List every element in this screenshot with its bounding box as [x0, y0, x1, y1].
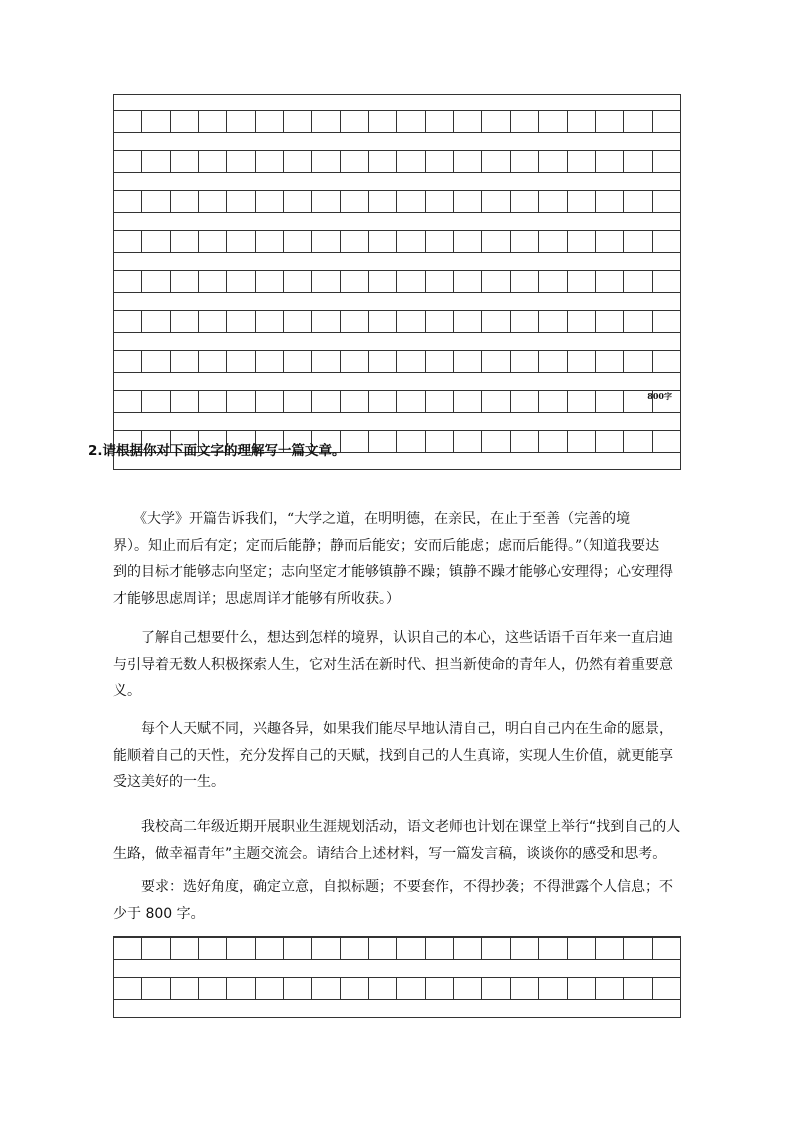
grid-cell[interactable]: [114, 231, 142, 252]
grid-cell[interactable]: [284, 151, 312, 172]
grid-cell[interactable]: [114, 111, 142, 132]
grid-row: [114, 390, 680, 413]
grid-cell[interactable]: [653, 351, 680, 372]
grid-cell[interactable]: [454, 431, 482, 452]
grid-cell[interactable]: [142, 978, 170, 999]
grid-cell[interactable]: [426, 311, 454, 332]
grid-cell[interactable]: [539, 978, 567, 999]
grid-cell[interactable]: [653, 231, 680, 252]
task-paragraph: [113, 814, 683, 867]
grid-cell[interactable]: [511, 391, 539, 412]
grid-cell[interactable]: [312, 231, 340, 252]
grid-cell[interactable]: [341, 271, 369, 292]
grid-cell[interactable]: [511, 431, 539, 452]
grid-cell[interactable]: [482, 191, 510, 212]
requirement-line: 少于 800 字。: [113, 905, 205, 922]
grid-row: [114, 270, 680, 293]
grid-cell[interactable]: [256, 938, 284, 959]
grid-cell[interactable]: [312, 351, 340, 372]
grid-row: [114, 230, 680, 253]
grid-cell[interactable]: [624, 391, 652, 412]
grid-cell[interactable]: [653, 191, 680, 212]
grid-cell[interactable]: [369, 191, 397, 212]
grid-cell[interactable]: [114, 978, 142, 999]
grid-cell[interactable]: [596, 351, 624, 372]
grid-cell[interactable]: [142, 351, 170, 372]
grid-cell[interactable]: [596, 311, 624, 332]
grid-row: [114, 310, 680, 333]
grid-cell[interactable]: [482, 431, 510, 452]
grid-cell[interactable]: [199, 111, 227, 132]
grid-cell[interactable]: [539, 151, 567, 172]
grid-cell[interactable]: [653, 311, 680, 332]
grid-cell[interactable]: [142, 231, 170, 252]
passage-line: 每个人天赋不同，兴趣各异，如果我们能尽早地认清自己，明白自己内在生命的愿景，: [141, 721, 673, 737]
passage-line: 了解自己想要什么，想达到怎样的境界，认识自己的本心，这些话语千百年来一直启迪: [141, 630, 673, 646]
grid-cell[interactable]: [539, 111, 567, 132]
grid-cell[interactable]: [568, 191, 596, 212]
grid-cell[interactable]: [369, 391, 397, 412]
grid-cell[interactable]: [454, 978, 482, 999]
grid-cell[interactable]: [369, 351, 397, 372]
grid-cell[interactable]: [256, 311, 284, 332]
grid-cell[interactable]: [596, 978, 624, 999]
grid-cell[interactable]: [397, 271, 425, 292]
grid-cell[interactable]: [568, 271, 596, 292]
grid-cell[interactable]: [539, 271, 567, 292]
grid-cell[interactable]: [369, 271, 397, 292]
grid-cell[interactable]: [171, 978, 199, 999]
grid-cell[interactable]: [227, 311, 255, 332]
passage-line: 受这美好的一生。: [113, 774, 225, 790]
grid-cell[interactable]: [511, 151, 539, 172]
grid-cell[interactable]: [539, 311, 567, 332]
grid-cell[interactable]: [256, 111, 284, 132]
grid-cell[interactable]: [539, 391, 567, 412]
grid-cell[interactable]: [284, 938, 312, 959]
grid-cell[interactable]: [227, 271, 255, 292]
grid-cell[interactable]: [426, 938, 454, 959]
grid-cell[interactable]: [369, 978, 397, 999]
grid-cell[interactable]: [426, 351, 454, 372]
grid-cell[interactable]: [568, 231, 596, 252]
passage-line: 界）。知止而后有定；定而后能静；静而后能安；安而后能虑；虑而后能得。”（知道我要达: [113, 537, 660, 554]
grid-cell[interactable]: [426, 431, 454, 452]
grid-cell[interactable]: [199, 271, 227, 292]
grid-cell[interactable]: [199, 978, 227, 999]
grid-cell[interactable]: [624, 938, 652, 959]
grid-cell[interactable]: [624, 311, 652, 332]
grid-cell[interactable]: [511, 231, 539, 252]
requirements-paragraph: [113, 874, 683, 927]
requirement-line: 要求：选好角度，确定立意，自拟标题；不要套作，不得抄袭；不得泄露个人信息；不: [141, 879, 673, 895]
grid-cell[interactable]: [454, 311, 482, 332]
grid-cell[interactable]: [596, 151, 624, 172]
passage-paragraph-1: [113, 506, 683, 612]
grid-cell[interactable]: [511, 351, 539, 372]
grid-cell[interactable]: [624, 231, 652, 252]
grid-cell[interactable]: [142, 311, 170, 332]
grid-cell[interactable]: [227, 978, 255, 999]
grid-cell[interactable]: [568, 391, 596, 412]
grid-cell[interactable]: [256, 151, 284, 172]
grid-cell[interactable]: [397, 978, 425, 999]
passage-line: 与引导着无数人积极探索人生，它对生活在新时代、担当新使命的青年人，仍然有着重要意: [113, 656, 673, 673]
grid-cell[interactable]: [369, 151, 397, 172]
passage-line: 到的目标才能够志向坚定；志向坚定才能够镇静不躁；镇静不躁才能够心安理得；心安理得: [113, 564, 673, 580]
grid-cell[interactable]: [199, 351, 227, 372]
grid-cell[interactable]: [511, 978, 539, 999]
grid-cell[interactable]: [114, 391, 142, 412]
grid-cell[interactable]: [397, 391, 425, 412]
grid-cell[interactable]: [426, 191, 454, 212]
grid-cell[interactable]: [397, 191, 425, 212]
grid-cell[interactable]: [227, 111, 255, 132]
grid-cell[interactable]: [653, 111, 680, 132]
passage-line: 才能够思虑周详；思虑周详才能够有所收获。）: [113, 590, 400, 607]
grid-cell[interactable]: [341, 978, 369, 999]
grid-cell[interactable]: [227, 191, 255, 212]
grid-cell[interactable]: [482, 978, 510, 999]
grid-cell[interactable]: [114, 938, 142, 959]
grid-cell[interactable]: [256, 351, 284, 372]
grid-cell[interactable]: [596, 231, 624, 252]
grid-cell[interactable]: [539, 938, 567, 959]
grid-cell[interactable]: [369, 431, 397, 452]
grid-cell[interactable]: [624, 978, 652, 999]
grid-cell[interactable]: [596, 391, 624, 412]
grid-cell[interactable]: [454, 111, 482, 132]
grid-cell[interactable]: [142, 391, 170, 412]
grid-cell[interactable]: [341, 111, 369, 132]
grid-cell[interactable]: [568, 311, 596, 332]
grid-cell[interactable]: [256, 978, 284, 999]
grid-cell[interactable]: [397, 351, 425, 372]
grid-cell[interactable]: [482, 271, 510, 292]
grid-cell[interactable]: [142, 191, 170, 212]
grid-cell[interactable]: [341, 311, 369, 332]
grid-cell[interactable]: [256, 231, 284, 252]
grid-cell[interactable]: [312, 391, 340, 412]
grid-cell[interactable]: [426, 111, 454, 132]
grid-cell[interactable]: [171, 191, 199, 212]
grid-row: [114, 350, 680, 373]
grid-cell[interactable]: [454, 151, 482, 172]
grid-cell[interactable]: [653, 151, 680, 172]
grid-cell[interactable]: [454, 191, 482, 212]
grid-cell[interactable]: [256, 391, 284, 412]
grid-row: [114, 190, 680, 213]
grid-cell[interactable]: [624, 111, 652, 132]
grid-cell[interactable]: [426, 231, 454, 252]
grid-cell[interactable]: [171, 938, 199, 959]
grid-cell[interactable]: [568, 151, 596, 172]
grid-cell[interactable]: [596, 271, 624, 292]
grid-cell[interactable]: [284, 391, 312, 412]
grid-cell[interactable]: [284, 271, 312, 292]
grid-cell[interactable]: [171, 311, 199, 332]
grid-cell[interactable]: [256, 191, 284, 212]
grid-cell[interactable]: [171, 391, 199, 412]
grid-cell[interactable]: [426, 978, 454, 999]
composition-grid-bottom: [113, 936, 681, 1018]
grid-cell[interactable]: [568, 111, 596, 132]
question-prompt: 请根据你对下面文字的理解写一篇文章。: [102, 443, 346, 459]
grid-cell[interactable]: [341, 151, 369, 172]
grid-cell[interactable]: [482, 111, 510, 132]
grid-cell[interactable]: [227, 231, 255, 252]
grid-cell[interactable]: [482, 391, 510, 412]
grid-cell[interactable]: [171, 151, 199, 172]
grid-cell[interactable]: [568, 938, 596, 959]
passage-paragraph-3: [113, 716, 683, 796]
grid-cell[interactable]: [171, 111, 199, 132]
grid-cell[interactable]: [482, 231, 510, 252]
grid-cell[interactable]: [171, 351, 199, 372]
question-heading: [88, 441, 346, 461]
grid-cell[interactable]: [369, 231, 397, 252]
grid-cell[interactable]: [482, 311, 510, 332]
grid-cell[interactable]: [511, 191, 539, 212]
grid-cell[interactable]: [454, 391, 482, 412]
grid-cell[interactable]: [511, 111, 539, 132]
grid-cell[interactable]: [426, 151, 454, 172]
grid-cell[interactable]: [312, 111, 340, 132]
grid-cell[interactable]: [482, 351, 510, 372]
grid-cell[interactable]: [341, 191, 369, 212]
grid-cell[interactable]: [341, 351, 369, 372]
grid-cell[interactable]: [227, 938, 255, 959]
grid-cell[interactable]: [114, 311, 142, 332]
grid-cell[interactable]: [256, 271, 284, 292]
grid-cell[interactable]: [511, 271, 539, 292]
grid-cell[interactable]: [397, 938, 425, 959]
grid-cell[interactable]: [114, 271, 142, 292]
grid-cell[interactable]: [171, 231, 199, 252]
grid-cell[interactable]: [312, 978, 340, 999]
grid-cell[interactable]: [227, 151, 255, 172]
grid-cell[interactable]: [653, 391, 680, 412]
grid-cell[interactable]: [284, 351, 312, 372]
grid-cell[interactable]: [284, 311, 312, 332]
grid-cell[interactable]: [624, 351, 652, 372]
grid-cell[interactable]: [397, 431, 425, 452]
grid-cell[interactable]: [426, 271, 454, 292]
grid-cell[interactable]: [142, 938, 170, 959]
grid-cell[interactable]: [596, 191, 624, 212]
grid-cell[interactable]: [454, 231, 482, 252]
grid-cell[interactable]: [482, 151, 510, 172]
grid-cell[interactable]: [114, 191, 142, 212]
grid-cell[interactable]: [653, 271, 680, 292]
grid-cell[interactable]: [568, 978, 596, 999]
grid-cell[interactable]: [539, 351, 567, 372]
grid-cell[interactable]: [341, 391, 369, 412]
grid-cell[interactable]: [596, 938, 624, 959]
grid-cell[interactable]: [199, 311, 227, 332]
grid-cell[interactable]: [397, 111, 425, 132]
grid-cell[interactable]: [284, 191, 312, 212]
grid-cell[interactable]: [369, 938, 397, 959]
grid-cell[interactable]: [142, 271, 170, 292]
grid-cell[interactable]: [227, 351, 255, 372]
grid-cell[interactable]: [142, 111, 170, 132]
grid-cell[interactable]: [199, 151, 227, 172]
grid-cell[interactable]: [114, 351, 142, 372]
grid-cell[interactable]: [568, 431, 596, 452]
grid-cell[interactable]: [624, 151, 652, 172]
grid-cell[interactable]: [397, 151, 425, 172]
grid-cell[interactable]: [114, 151, 142, 172]
grid-cell[interactable]: [624, 271, 652, 292]
grid-cell[interactable]: [312, 311, 340, 332]
grid-cell[interactable]: [227, 391, 255, 412]
grid-cell[interactable]: [624, 431, 652, 452]
word-count-marker: 800字: [647, 391, 672, 401]
grid-cell[interactable]: [284, 111, 312, 132]
grid-cell[interactable]: [454, 271, 482, 292]
task-line: 我校高二年级近期开展职业生涯规划活动，语文老师也计划在课堂上举行“找到自己的人: [141, 819, 681, 835]
grid-cell[interactable]: [653, 938, 680, 959]
question-number: 2.: [88, 443, 103, 459]
grid-cell[interactable]: [653, 431, 680, 452]
grid-row: [114, 150, 680, 173]
grid-row: [114, 110, 680, 133]
grid-cell[interactable]: [624, 191, 652, 212]
grid-cell[interactable]: [568, 351, 596, 372]
grid-cell[interactable]: [199, 231, 227, 252]
grid-cell[interactable]: [596, 111, 624, 132]
grid-cell[interactable]: [199, 191, 227, 212]
passage-paragraph-2: [113, 625, 683, 705]
grid-row: [114, 977, 680, 1000]
grid-cell[interactable]: [369, 111, 397, 132]
task-line: 生路，做幸福青年”主题交流会。请结合上述材料，写一篇发言稿，谈谈你的感受和思考。: [113, 845, 667, 862]
passage-line: 《大学》开篇告诉我们，“大学之道，在明明德，在亲民，在止于至善（完善的境: [133, 511, 631, 527]
grid-cell[interactable]: [539, 231, 567, 252]
grid-cell[interactable]: [539, 191, 567, 212]
grid-cell[interactable]: [312, 191, 340, 212]
composition-grid-top: [113, 94, 681, 470]
grid-cell[interactable]: [596, 431, 624, 452]
passage-line: 义。: [113, 683, 141, 699]
grid-cell[interactable]: [171, 271, 199, 292]
grid-cell[interactable]: [539, 431, 567, 452]
grid-row: [114, 937, 680, 960]
grid-cell[interactable]: [341, 938, 369, 959]
grid-cell[interactable]: [511, 938, 539, 959]
grid-cell[interactable]: [312, 151, 340, 172]
grid-cell[interactable]: [284, 978, 312, 999]
grid-cell[interactable]: [199, 391, 227, 412]
grid-cell[interactable]: [426, 391, 454, 412]
grid-cell[interactable]: [397, 311, 425, 332]
grid-cell[interactable]: [341, 231, 369, 252]
grid-cell[interactable]: [397, 231, 425, 252]
grid-cell[interactable]: [454, 351, 482, 372]
grid-cell[interactable]: [653, 978, 680, 999]
grid-cell[interactable]: [482, 938, 510, 959]
grid-cell[interactable]: [312, 271, 340, 292]
grid-cell[interactable]: [511, 311, 539, 332]
grid-cell[interactable]: [454, 938, 482, 959]
grid-cell[interactable]: [142, 151, 170, 172]
passage-line: 能顺着自己的天性，充分发挥自己的天赋，找到自己的人生真谛，实现人生价值，就更能享: [113, 747, 673, 764]
grid-cell[interactable]: [284, 231, 312, 252]
grid-cell[interactable]: [199, 938, 227, 959]
grid-cell[interactable]: [312, 938, 340, 959]
grid-cell[interactable]: [369, 311, 397, 332]
